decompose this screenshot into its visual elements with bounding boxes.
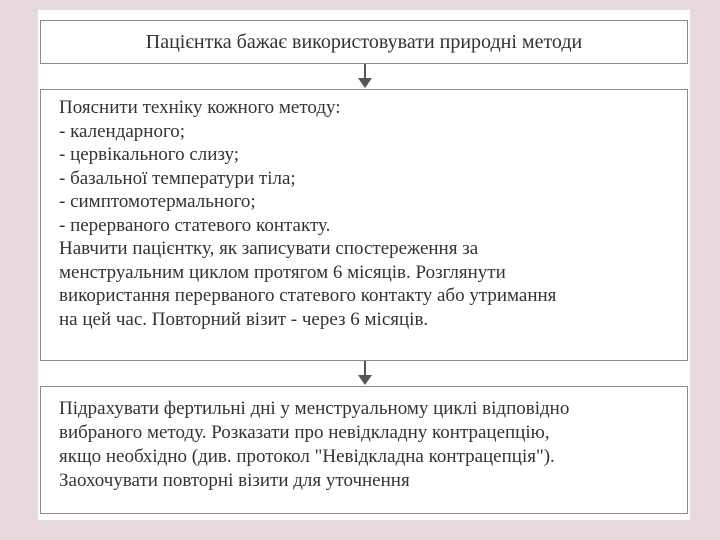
box-explain-line: Пояснити техніку кожного методу: — [59, 97, 341, 118]
box-explain-methods — [40, 89, 688, 361]
box-fertile-line: вибраного методу. Розказати про невідкладну контрацепцію, — [59, 422, 550, 443]
box-explain-line: - базальної температури тіла; — [59, 167, 296, 189]
box-explain-line: менструальним циклом протягом 6 місяців. Розглянути — [59, 261, 506, 283]
box-explain-line: - перерваного статевого контакту. — [59, 214, 331, 236]
box-fertile-line: Заохочувати повторні візити для уточнення — [59, 470, 410, 491]
arrow-head — [358, 375, 372, 385]
box-explain-line: використання перерваного статевого контакту або утримання — [59, 285, 557, 306]
box-explain-line: - календарного; — [59, 120, 186, 142]
box-explain-line: - симптомотермального; — [59, 191, 256, 212]
arrow-down-2 — [358, 361, 372, 386]
box-natural-methods — [40, 20, 688, 64]
box-fertile-days — [40, 386, 688, 514]
box-explain-line: на цей час. Повторний візит - через 6 місяців. — [59, 308, 429, 330]
arrow-shaft — [364, 64, 366, 79]
box-explain-line: Навчити пацієнтку, як записувати спостереження за — [59, 238, 479, 259]
box-explain-line: - цервікального слизу; — [59, 144, 240, 165]
box-fertile-line: якщо необхідно (див. протокол "Невідкладна контрацепція"). — [59, 446, 555, 467]
box-fertile-line: Підрахувати фертильні дні у менструальному циклі відповідно — [59, 398, 570, 419]
arrow-down-1 — [358, 64, 372, 89]
arrow-shaft — [364, 361, 366, 376]
arrow-head — [358, 78, 372, 88]
box-natural-methods-text: Пацієнтка бажає використовувати природні методи — [145, 30, 583, 53]
